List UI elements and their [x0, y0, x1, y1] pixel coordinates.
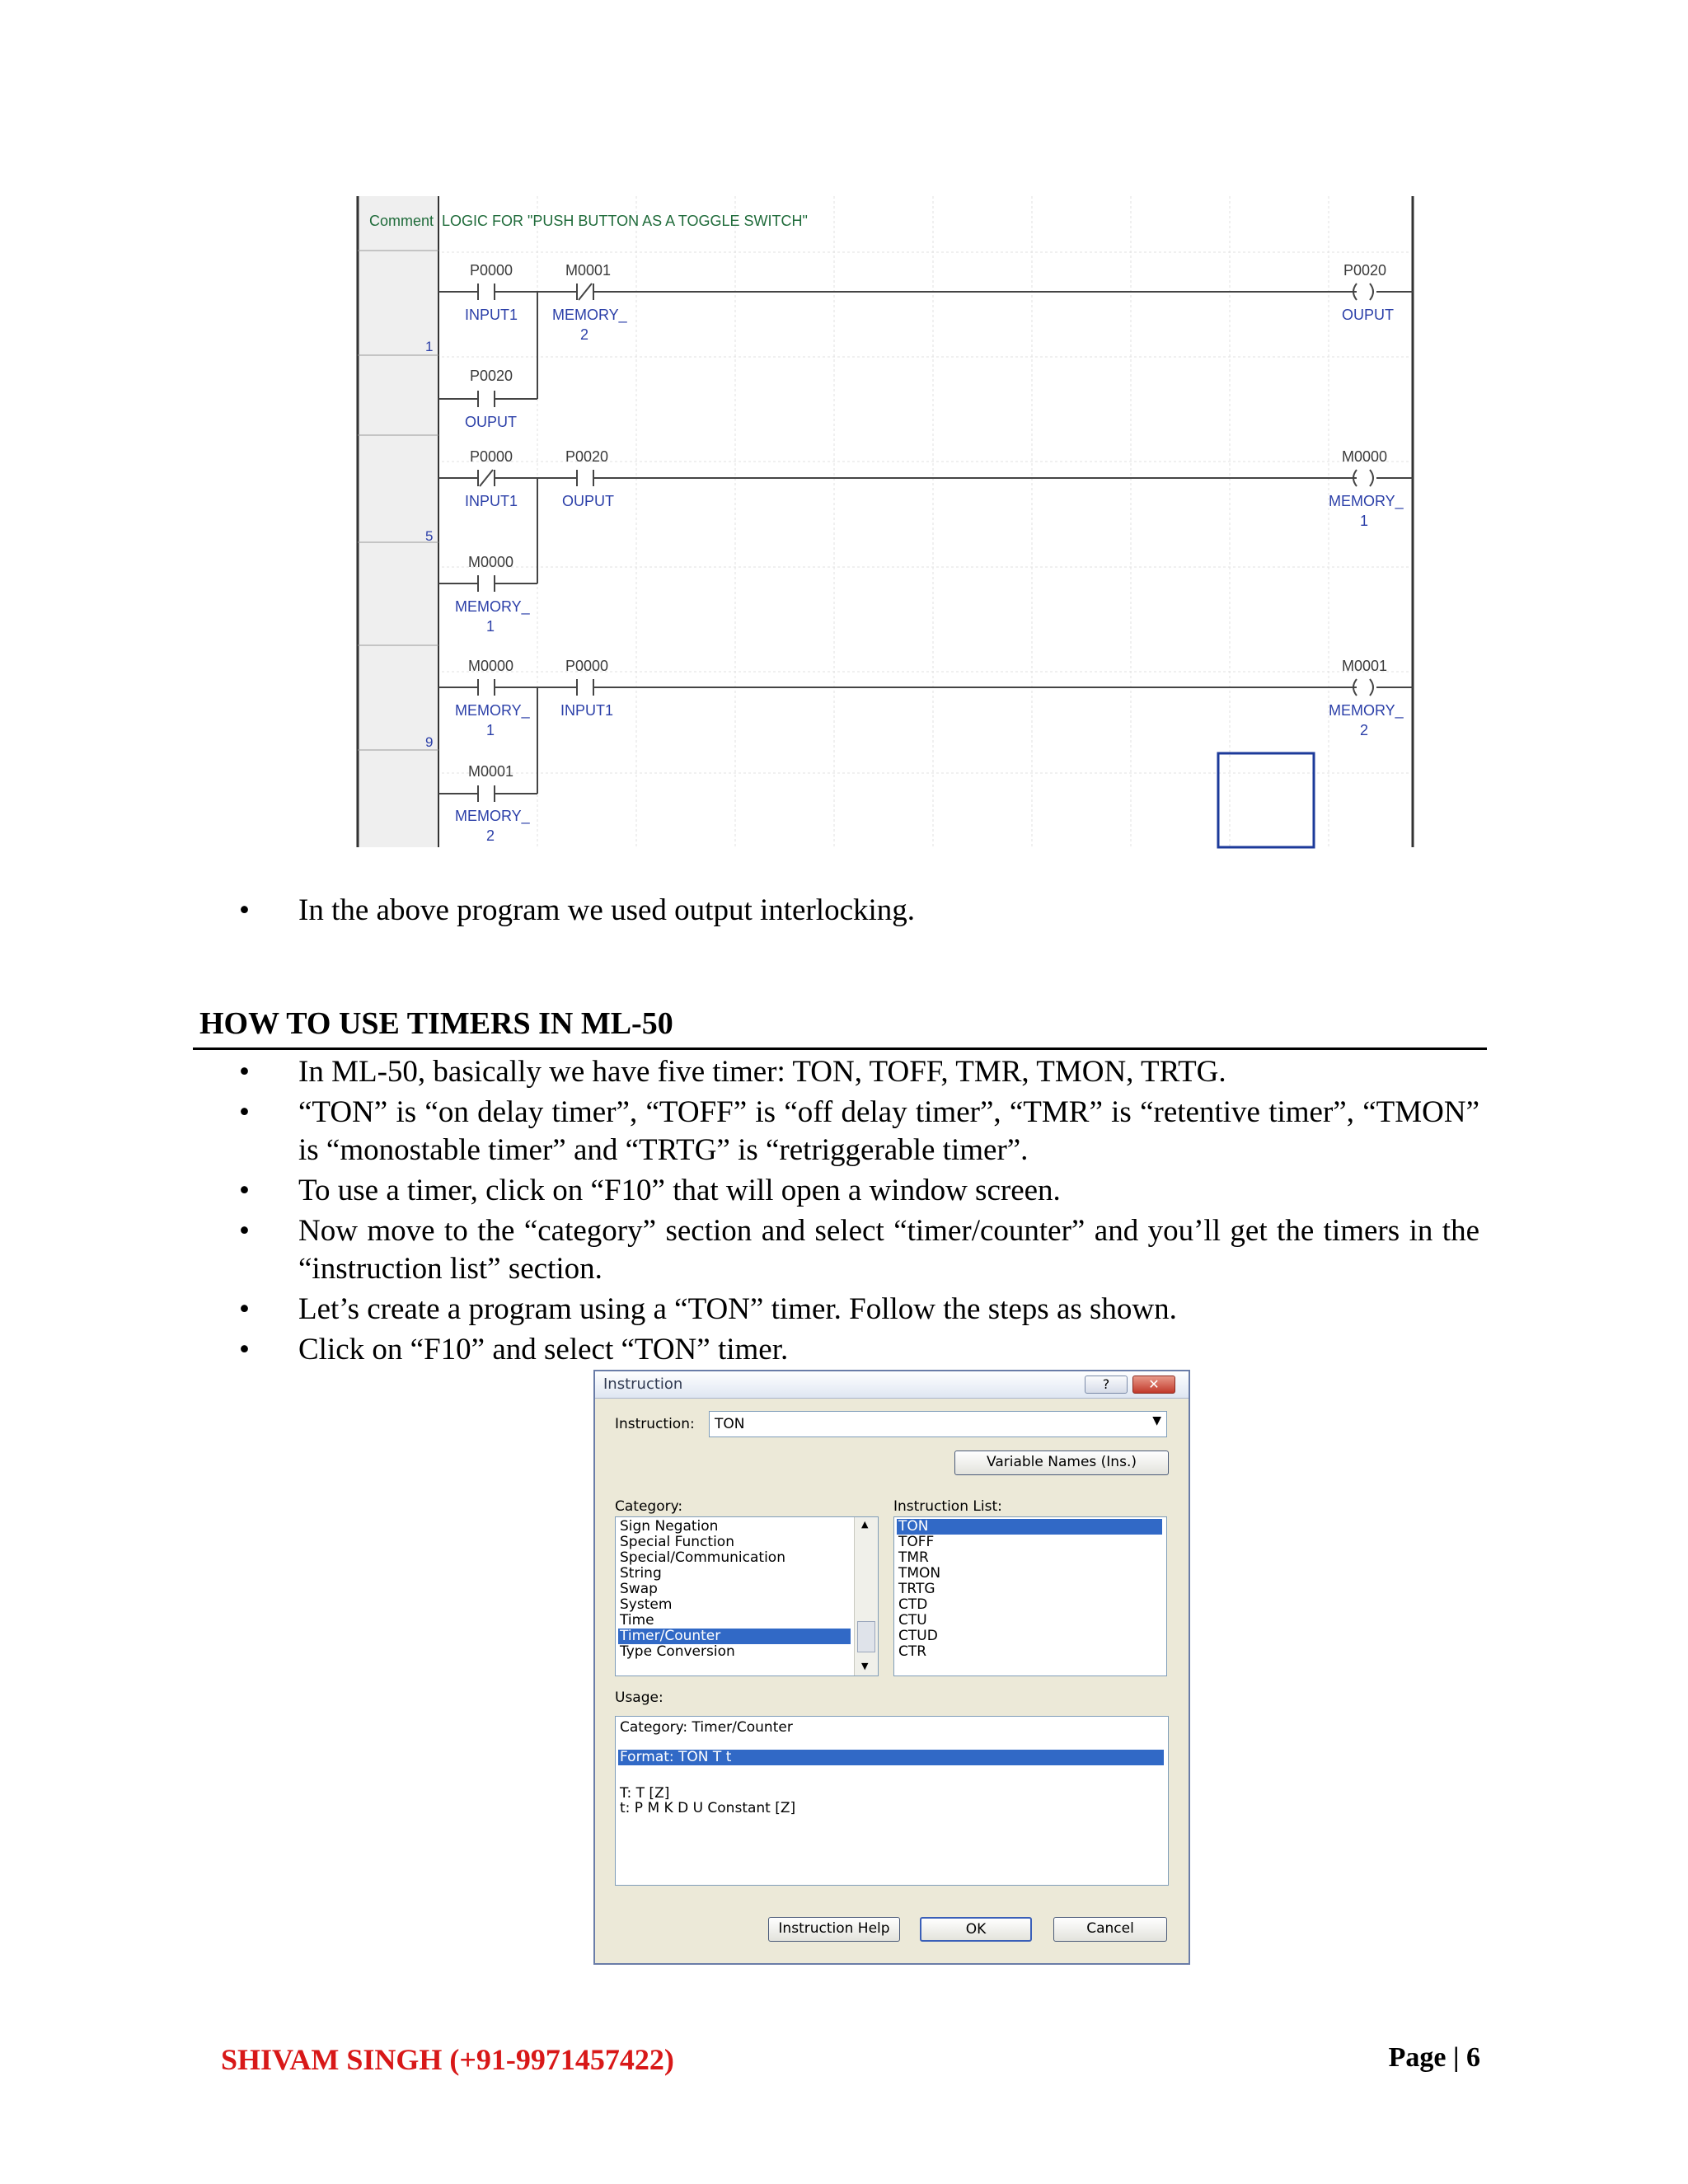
- bullet-list-top: [239, 892, 1479, 930]
- usage-line-2: t: P M K D U Constant [Z]: [620, 1800, 796, 1816]
- category-item[interactable]: Swap: [620, 1581, 658, 1597]
- rung1-c1-addr: P0000: [470, 262, 513, 279]
- instruction-combobox[interactable]: [709, 1411, 1167, 1437]
- rung3-c2-name: INPUT1: [560, 702, 614, 719]
- rung3-branch-addr: M0001: [468, 763, 514, 780]
- dialog-title: Instruction: [603, 1376, 683, 1393]
- rung3-c2-addr: P0000: [565, 658, 609, 674]
- instruction-item[interactable]: TRTG: [898, 1581, 935, 1597]
- category-item[interactable]: Special/Communication: [620, 1549, 785, 1566]
- heading-rule: [193, 1047, 1487, 1050]
- ladder-svg: [356, 196, 1419, 855]
- category-item[interactable]: Sign Negation: [620, 1518, 719, 1535]
- instruction-help-button[interactable]: Instruction Help: [768, 1917, 900, 1942]
- ladder-cursor[interactable]: [1218, 753, 1314, 847]
- category-list[interactable]: [615, 1516, 879, 1676]
- rung-1-lines: [438, 284, 1413, 407]
- comment-text: LOGIC FOR "PUSH BUTTON AS A TOGGLE SWITCH": [442, 213, 808, 229]
- usage-category: Category: Timer/Counter: [620, 1719, 793, 1736]
- rung-3-lines: [438, 679, 1413, 802]
- category-scrollbar[interactable]: [854, 1517, 878, 1675]
- rung3-coil-name: MEMORY_: [1329, 702, 1404, 719]
- rung3-coil-addr: M0001: [1342, 658, 1388, 674]
- rung2-branch-name: MEMORY_: [455, 598, 530, 615]
- bullet-dot: •: [239, 893, 250, 927]
- rung1-c2-name: MEMORY_: [552, 307, 627, 323]
- bullet-text: Let’s create a program using a “TON” timer. Follow the steps as shown.: [298, 1292, 1177, 1326]
- usage-box: [615, 1716, 1169, 1886]
- row-number-1: 1: [425, 339, 434, 354]
- bullet-text: In the above program we used output interlocking.: [298, 893, 916, 927]
- category-item[interactable]: Type Conversion: [620, 1643, 735, 1660]
- rung2-c2-name: OUPUT: [562, 493, 614, 509]
- bullet-item: [239, 1172, 1479, 1210]
- category-item[interactable]: Time: [620, 1612, 654, 1629]
- variable-names-button[interactable]: Variable Names (Ins.): [954, 1451, 1169, 1475]
- bullet-item: [239, 1212, 1479, 1288]
- rung3-branch-name: MEMORY_: [455, 808, 530, 824]
- close-icon[interactable]: ✕: [1132, 1376, 1175, 1394]
- category-item[interactable]: Special Function: [620, 1534, 734, 1550]
- bullet-item: [239, 892, 1479, 930]
- bullet-dot: •: [239, 1174, 250, 1207]
- rung2-coil-sub: 1: [1360, 513, 1369, 529]
- chevron-down-icon: ▼: [1152, 1414, 1161, 1427]
- footer-author: SHIVAM SINGH (+91-9971457422): [221, 2043, 674, 2076]
- rung1-c2-addr: M0001: [565, 262, 612, 279]
- rung2-branch-addr: M0000: [468, 554, 514, 570]
- bullet-dot: •: [239, 1292, 250, 1326]
- bullet-item: [239, 1291, 1479, 1329]
- instruction-item[interactable]: TMON: [898, 1565, 941, 1582]
- bullet-text: Click on “F10” and select “TON” timer.: [298, 1333, 789, 1366]
- footer-page-number: Page | 6: [1388, 2042, 1480, 2073]
- scroll-thumb[interactable]: [857, 1621, 875, 1652]
- category-item[interactable]: String: [620, 1565, 662, 1582]
- category-item[interactable]: System: [620, 1596, 673, 1613]
- bullet-item: [239, 1094, 1479, 1169]
- rung1-coil-addr: P0020: [1343, 262, 1387, 279]
- rung3-c1-addr: M0000: [468, 658, 514, 674]
- bullet-dot: •: [239, 1214, 250, 1248]
- category-item-selected[interactable]: Timer/Counter: [618, 1629, 851, 1644]
- bullet-dot: •: [239, 1055, 250, 1089]
- comment-label: Comment: [369, 213, 434, 229]
- bullet-item: [239, 1331, 1479, 1369]
- ladder-diagram: [356, 196, 1419, 855]
- bullet-dot: •: [239, 1095, 250, 1129]
- rung3-coil-sub: 2: [1360, 722, 1369, 738]
- instruction-value: TON: [715, 1416, 745, 1432]
- rung2-c2-addr: P0020: [565, 448, 609, 465]
- rung2-c1-name: INPUT1: [465, 493, 518, 509]
- ok-button[interactable]: OK: [920, 1917, 1032, 1942]
- ladder-grid: [442, 196, 1411, 847]
- rung-2-lines: [438, 470, 1413, 592]
- instruction-item[interactable]: CTD: [898, 1596, 928, 1613]
- instruction-item[interactable]: TMR: [898, 1549, 929, 1566]
- rung3-c1-sub: 1: [486, 722, 495, 738]
- rung1-branch-addr: P0020: [470, 368, 513, 384]
- bullet-text: To use a timer, click on “F10” that will open a window screen.: [298, 1174, 1061, 1207]
- instruction-item[interactable]: TOFF: [898, 1534, 935, 1550]
- rung2-coil-name: MEMORY_: [1329, 493, 1404, 509]
- cancel-button[interactable]: Cancel: [1053, 1917, 1167, 1942]
- rung3-branch-sub: 2: [486, 827, 495, 844]
- bullet-text: In ML-50, basically we have five timer: TON, TOFF, TMR, TMON, TRTG.: [298, 1055, 1226, 1089]
- rung2-c1-addr: P0000: [470, 448, 513, 465]
- instruction-label: Instruction:: [615, 1416, 695, 1432]
- row-number-5: 5: [425, 528, 434, 544]
- section-heading: HOW TO USE TIMERS IN ML-50: [199, 1006, 673, 1041]
- bullet-text: Now move to the “category” section and select “timer/counter” and you’ll get the timers in the “instruction list” section.: [298, 1214, 1479, 1286]
- rung1-coil-name: OUPUT: [1342, 307, 1394, 323]
- help-icon[interactable]: ?: [1085, 1376, 1128, 1394]
- instruction-dialog: [593, 1370, 1190, 1965]
- bullet-list-timers: [239, 1053, 1479, 1369]
- instruction-list-label: Instruction List:: [893, 1498, 1002, 1515]
- usage-line-1: T: T [Z]: [620, 1785, 670, 1802]
- row-number-9: 9: [425, 734, 434, 750]
- bullet-text: “TON” is “on delay timer”, “TOFF” is “off delay timer”, “TMR” is “retentive timer”, “TMON” is “monostable timer” and “TRTG” is “retriggerable timer”.: [298, 1095, 1479, 1167]
- instruction-item[interactable]: CTR: [898, 1643, 927, 1660]
- bullet-dot: •: [239, 1333, 250, 1366]
- instruction-item[interactable]: CTUD: [898, 1628, 938, 1644]
- usage-label: Usage:: [615, 1690, 663, 1706]
- scroll-up-icon[interactable]: ▲: [861, 1519, 869, 1530]
- instruction-item[interactable]: CTU: [898, 1612, 927, 1629]
- scroll-down-icon[interactable]: ▼: [861, 1661, 869, 1671]
- rung2-branch-sub: 1: [486, 618, 495, 635]
- instruction-item-selected[interactable]: TON: [897, 1519, 1162, 1535]
- category-label: Category:: [615, 1498, 683, 1515]
- rung1-c1-name: INPUT1: [465, 307, 518, 323]
- dialog-titlebar: [595, 1371, 1189, 1399]
- rung1-branch-name: OUPUT: [465, 414, 517, 430]
- rung3-c1-name: MEMORY_: [455, 702, 530, 719]
- bullet-item: [239, 1053, 1479, 1091]
- usage-format: Format: TON T t: [618, 1750, 1164, 1765]
- rung1-c2-sub: 2: [580, 326, 589, 343]
- instruction-list[interactable]: [893, 1516, 1167, 1676]
- rung2-coil-addr: M0000: [1342, 448, 1388, 465]
